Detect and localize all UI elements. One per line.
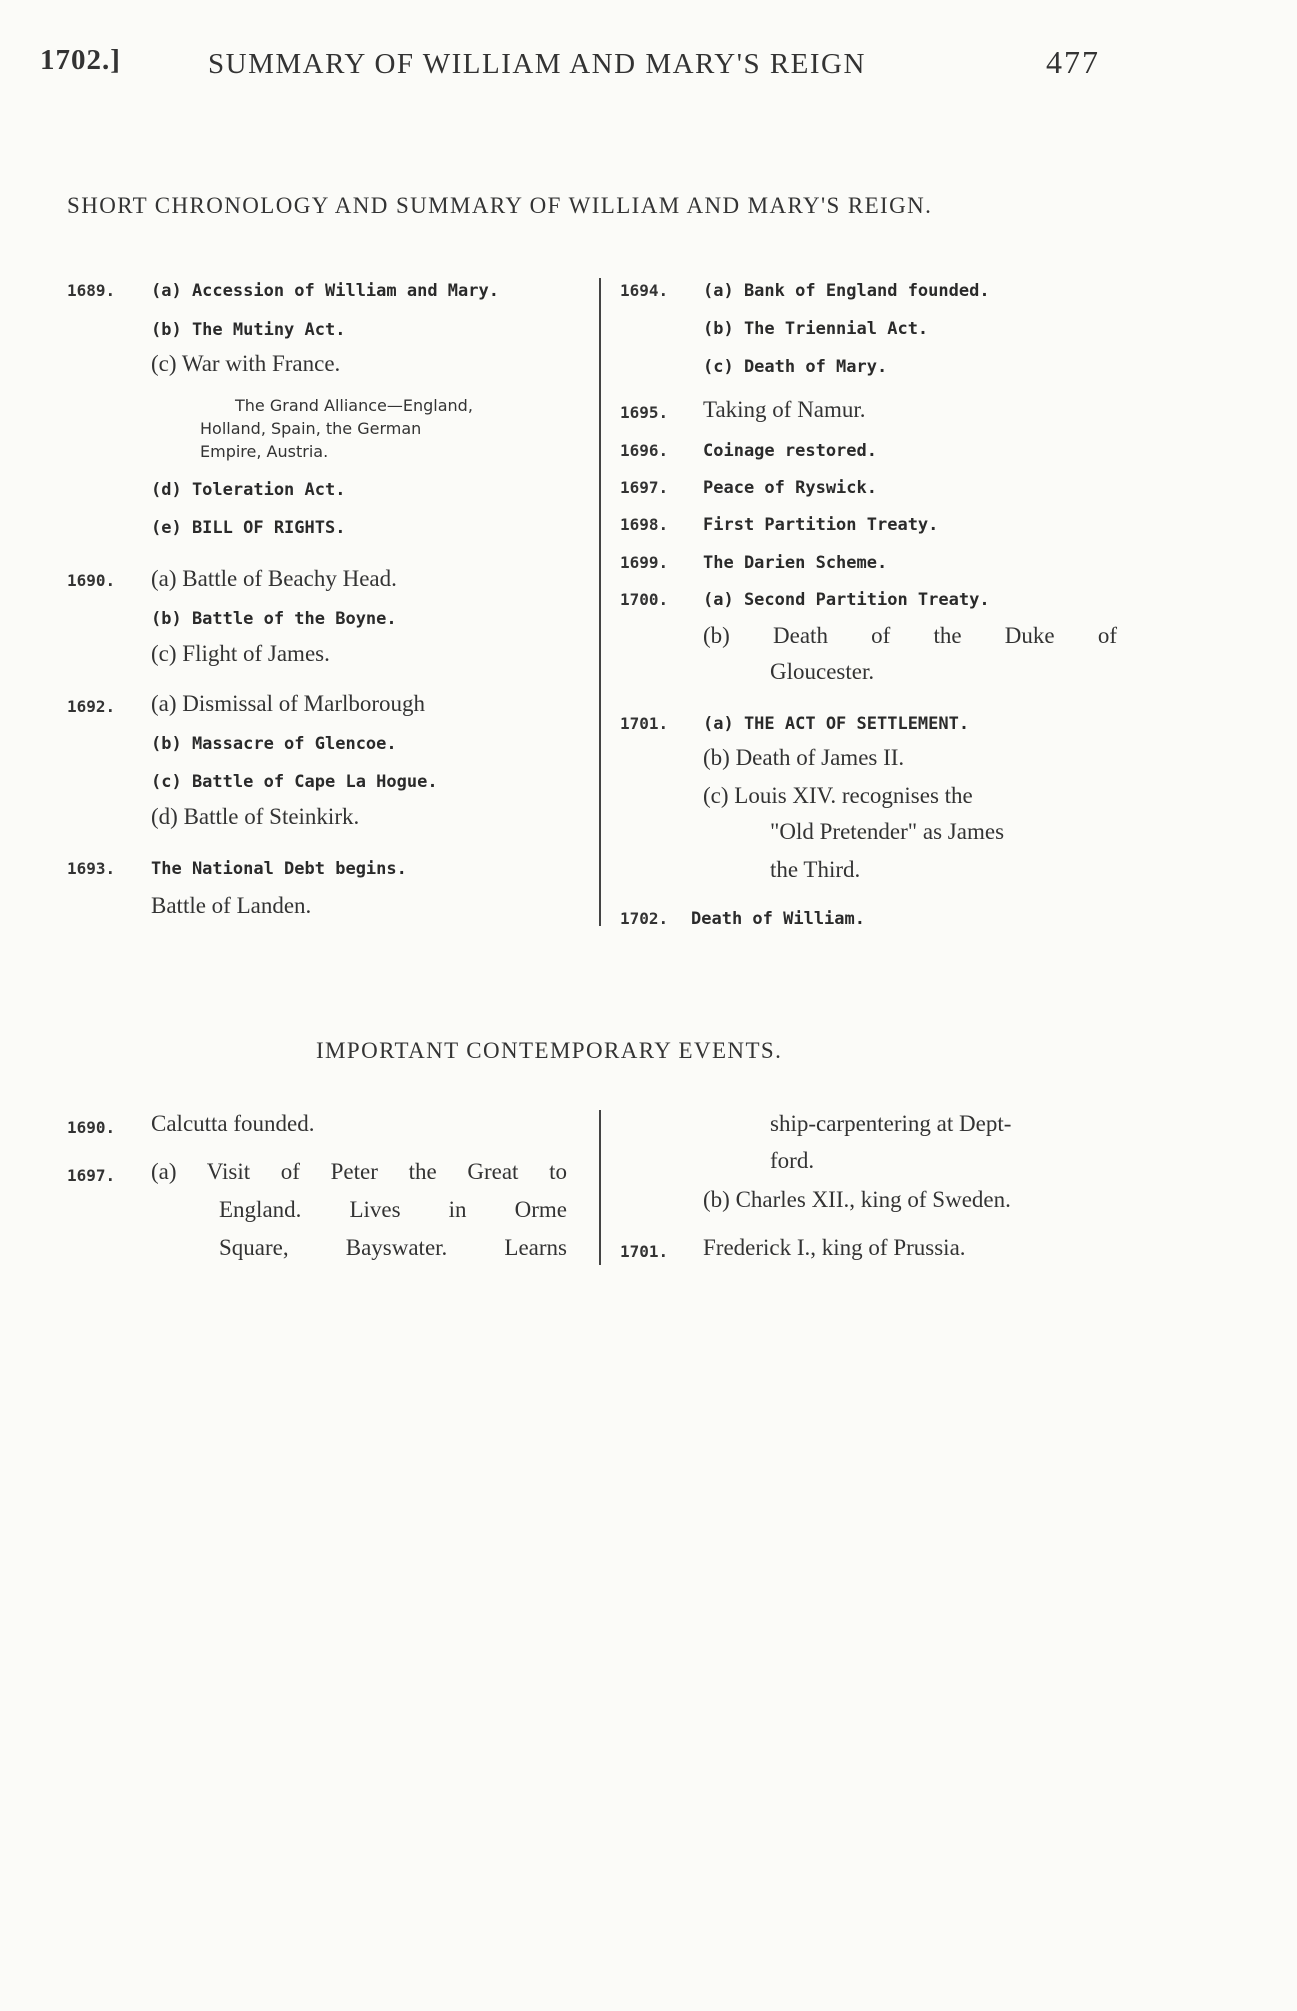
year-1698: 1698. [620,515,669,534]
event-1696: Coinage restored. [703,441,877,461]
event-1690-c: (c) Flight of James. [151,641,330,666]
event-1695: Taking of Namur. [703,397,866,422]
event-1692-a: (a) Dismissal of Marlborough [151,691,426,716]
event-1701-c: (c) Louis XIV. recognises the [703,783,973,808]
event-1701-c-cont-2: the Third. [770,857,861,882]
year-1693: 1693. [67,859,116,878]
contemporary-event-1697-a-cont-2: Square, Bayswater. Learns [219,1235,567,1260]
contemporary-event-1697-a: (a) Visit of Peter the Great to [151,1159,567,1184]
event-1694-a: (a) Bank of England founded. [703,281,990,301]
running-head-left: 1702.] [40,44,121,76]
event-1699: The Darien Scheme. [703,553,888,573]
event-1689-e: (e) BILL OF RIGHTS. [151,518,346,538]
event-1694-b: (b) The Triennial Act. [703,319,929,339]
event-1701-c-cont-1: "Old Pretender" as James [770,819,1005,844]
event-1700-a: (a) Second Partition Treaty. [703,590,990,610]
event-1692-d: (d) Battle of Steinkirk. [151,804,360,829]
column-divider [599,278,601,926]
event-1694-c: (c) Death of Mary. [703,357,888,377]
event-1698: First Partition Treaty. [703,515,939,535]
contemporary-event-1697-a-cont-1: England. Lives in Orme [219,1197,567,1222]
contemporary-year-1690: 1690. [67,1118,116,1137]
year-1692: 1692. [67,697,116,716]
contemporary-year-1701: 1701. [620,1242,669,1261]
event-1692-b: (b) Massacre of Glencoe. [151,734,397,754]
event-1693-b: Battle of Landen. [151,893,312,918]
chronology-title: SHORT CHRONOLOGY AND SUMMARY OF WILLIAM AND MARY'S REIGN. [67,193,933,218]
contemporary-title: IMPORTANT CONTEMPORARY EVENTS. [316,1038,783,1063]
year-1699: 1699. [620,553,669,572]
event-1689-a: (a) Accession of William and Mary. [151,281,499,301]
event-1689-c-note-1: The Grand Alliance—England, [235,396,473,415]
event-1697: Peace of Ryswick. [703,478,877,498]
event-1693-a: The National Debt begins. [151,859,407,879]
contemporary-cont-1: ship-carpentering at Dept- [770,1111,1012,1136]
year-1689: 1689. [67,281,116,300]
contemporary-event-1690: Calcutta founded. [151,1111,315,1136]
event-1689-b: (b) The Mutiny Act. [151,320,346,340]
event-1692-c: (c) Battle of Cape La Hogue. [151,772,438,792]
event-1701-b: (b) Death of James II. [703,745,905,770]
year-1700: 1700. [620,590,669,609]
year-1690: 1690. [67,571,116,590]
year-1694: 1694. [620,281,669,300]
year-1701: 1701. [620,714,669,733]
contemporary-event-1701: Frederick I., king of Prussia. [703,1235,966,1260]
event-1690-b: (b) Battle of the Boyne. [151,609,397,629]
year-1702: 1702. [620,909,669,928]
event-1701-a: (a) THE ACT OF SETTLEMENT. [703,714,970,734]
contemporary-event-1697-b: (b) Charles XII., king of Sweden. [703,1187,1011,1212]
event-1689-d: (d) Toleration Act. [151,480,346,500]
year-1697: 1697. [620,478,669,497]
event-1700-b-cont: Gloucester. [770,659,875,684]
event-1690-a: (a) Battle of Beachy Head. [151,566,397,591]
event-1700-b: (b) Death of the Duke of [703,623,1117,648]
event-1689-c-note-2: Holland, Spain, the German [200,419,422,438]
contemporary-year-1697: 1697. [67,1166,116,1185]
page-number: 477 [1046,44,1100,80]
year-1696: 1696. [620,441,669,460]
event-1702: Death of William. [691,909,865,929]
year-1695: 1695. [620,403,669,422]
running-head-title: SUMMARY OF WILLIAM AND MARY'S REIGN [208,48,866,80]
event-1689-c: (c) War with France. [151,351,341,376]
contemporary-cont-2: ford. [770,1148,815,1173]
event-1689-c-note-3: Empire, Austria. [200,442,329,461]
contemporary-divider [599,1110,601,1265]
